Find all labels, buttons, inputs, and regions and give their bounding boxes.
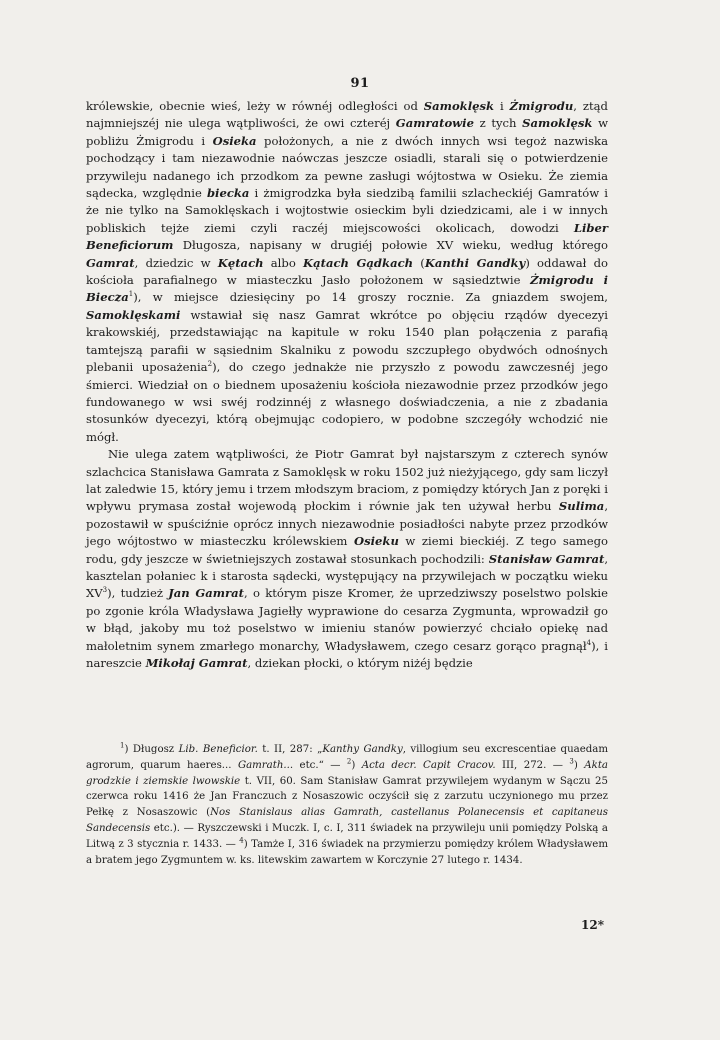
text-run: , pozostawił w spuściźnie oprócz innych niezawodnie posiadłości nabyte przez przodków jego wójtostwo w miasteczku królewskiem (86, 499, 608, 549)
footnote-italic: Nos Stanislaus alias Gamrath, castellanus Polanecensis et capitaneus Sandecensis (86, 807, 608, 834)
text-run: ), tudzież (107, 586, 169, 601)
footnote-italic: Acta decr. Capit Cracov. (361, 759, 496, 771)
italic-term: Samoklęskami (86, 307, 181, 322)
page-number: 91 (350, 76, 370, 91)
italic-term: biecka (206, 186, 250, 201)
footnote-marker: 2 (346, 757, 352, 766)
footnote-text: ) Długosz (124, 744, 179, 755)
footnote-text: ) Tamże I, 316 świadek na przymierzu pomiędzy królem Władysławem a bratem jego Zygmuntem w. ks. litewskim zawartem w Korczynie 27 lutego r. 1434. (86, 838, 608, 866)
italic-term: Mikołaj Gamrat (145, 656, 248, 670)
footnote-marker: 1 (128, 290, 134, 299)
italic-term: Osieka (212, 133, 257, 148)
footnotes (86, 742, 608, 868)
footnote-text: ) (351, 759, 362, 771)
italic-term: Liber Beneficiorum (86, 220, 608, 253)
footnote-text: III, 272. — (495, 759, 570, 771)
footnote-marker: 4 (239, 836, 244, 845)
text-run: , dziekan płocki, o którym niżéj będzie (247, 656, 473, 670)
text-run: i żmigrodzka była siedzibą familii szlacheckiéj Gamratów i że nie tylko na Samoklęskach i wojtostwie osieckim byli dziedzicami, ale i w innych pobliskich tejże ziemi czyli raczéj miejscowości okolicach, dowodzi (86, 186, 608, 235)
italic-term: Żmigrodu i Biecza (86, 273, 608, 305)
italic-term: Stanisław Gamrat (488, 551, 605, 566)
sheet-signature: 12* (581, 918, 604, 932)
text-run: ), do czego jednakże nie przyszło z powodu zawczesnéj jego śmierci. Wiedział on o biednem uposażeniu kościoła niezawodnie przez przodków jego fundowanego w wsi swéj rodzinnéj z własnego doświadczenia, a nie z zbadania stosunków dyecezyi, którą obejmując codopiero, w podobne szczegóły wchodzić nie mógł. (86, 360, 608, 444)
footnote-marker: 3 (102, 586, 108, 595)
text-run: Długosza, napisany w drugiéj połowie XV wieku, według którego (173, 238, 608, 253)
paragraph-1 (86, 98, 608, 446)
main-text (86, 98, 608, 672)
text-run: i (494, 99, 510, 113)
italic-term: Samoklęsk (522, 116, 593, 131)
italic-term: Sulima (558, 499, 605, 514)
italic-term: Jan Gamrat (168, 586, 244, 601)
text-run: , ztąd najmniejszéj nie ulega wątpliwości, że owi czteréj (86, 99, 608, 131)
text-run: położonych, a nie z dwóch innych wsi tegoż nazwiska pochodzący i tam niezawodnie naówczas jeszcze osiadli, starali się o potwierdzenie przywileju nadanego ich przodkom za pewne zasługi wójtostwa w Osieku. Że ziemia sądecka, względnie (86, 133, 608, 201)
text-run: wstawiał się nasz Gamrat wkrótce po objęciu rządów dyecezyi krakowskiéj, przedstawiając na kapitule w roku 1540 plan połączenia z parafią tamtejszą parafii w sąsiednim Skalniku z powodu szczupłego obydwóch odnośnych plebanii uposażenia (86, 307, 608, 375)
italic-term: Gamrat (86, 255, 135, 270)
italic-term: Samoklęsk (423, 99, 495, 113)
italic-term: Żmigrodu (509, 99, 574, 113)
footnote-italic: Gamrath... (237, 759, 294, 771)
footnote-italic: Kanthy Gandky (322, 744, 403, 755)
footnote-text: t. II, 287: „ (257, 744, 323, 755)
italic-term: Kanthi Gandky (424, 255, 526, 270)
footnote-marker: 1 (120, 741, 125, 750)
text-run: , dziedzic w (134, 255, 218, 270)
text-run: , kasztelan połaniec k i starosta sądecki, występujący na przywilejach w początku wieku XV (86, 551, 608, 601)
italic-term: Kętach (217, 255, 264, 270)
footnote-italic: Akta grodzkie i ziemskie lwowskie (86, 759, 608, 787)
footnote-marker: 4 (586, 638, 592, 647)
footnote-marker: 2 (207, 360, 213, 369)
paragraph-2 (86, 446, 608, 672)
text-run: Nie ulega zatem wątpliwości, że Piotr Gamrat był najstarszym z czterech synów szlachcica Stanisława Gamrata z Samoklęsk w roku 1502 już nieżyjącego, gdy sam liczył lat zaledwie 15, który jemu i trzem młodszym braciom, z pomiędzy których Jan z poręki i wpływu prymasa został wojewodą płockim i równie jak ten używał herbu (86, 447, 608, 514)
text-run: królewskie, obecnie wieś, leży w równéj odległości od (86, 99, 424, 113)
italic-term: Gamratowie (395, 116, 474, 131)
footnote-italic: Lib. Beneficior. (178, 744, 258, 755)
text-run: w ziemi bieckiéj. Z tego samego rodu, gdy jeszcze w świetniejszych zostawał stosunkach pochodzili: (86, 534, 608, 566)
text-run: w pobliżu Żmigrodu i (86, 116, 609, 148)
text-run: , o którym pisze Kromer, że uprzedziwszy poselstwo polskie po zgonie króla Władysława Jagiełły wyprawione do cesarza Zygmunta, wprowadził go w błąd, jakoby mu toż poselstwo w imieniu stanów powierzyć chciało opiekę nad małoletnim synem zmarłego monarchy, Władysławem, czego cesarz gorąco pragnął (86, 586, 608, 653)
text-run: albo (263, 255, 304, 270)
footnote-text: t. VII, 60. Sam Stanisław Gamrat przywilejem wydanym w Sączu 25 czerwca roku 1416 że Jan Franczuch z Nosaszowic oczyścił się z zarzutu uczynionego mu przez Pełkę z Nosaszowic ( (86, 775, 608, 819)
footnote-text: ) (573, 759, 585, 771)
italic-term: Kątach Gądkach (303, 255, 414, 270)
text-run: ), w miejsce dziesięciny po 14 groszy rocznie. Za gniazdem swojem, (133, 290, 608, 305)
text-run: z tych (473, 116, 523, 131)
footnote-text: , villogium seu excrescentiae quaedam agrorum, quarum haeres... (86, 744, 608, 771)
text-run: ) oddawał do kościoła parafialnego w miasteczku Jasło położonem w sąsiedztwie (86, 255, 608, 288)
text-run: ( (413, 255, 425, 270)
italic-term: Osieku (354, 534, 399, 549)
footnote-marker: 3 (569, 757, 574, 766)
footnote-block (86, 742, 608, 868)
text-run: ), i nareszcie (86, 638, 608, 670)
footnote-text: etc.). — Ryszczewski i Muczk. I, c. I, 311 świadek na przywileju unii pomiędzy Polską a Litwą z 3 stycznia r. 1433. — (86, 822, 608, 850)
footnote-text: etc.“ — (293, 759, 347, 771)
